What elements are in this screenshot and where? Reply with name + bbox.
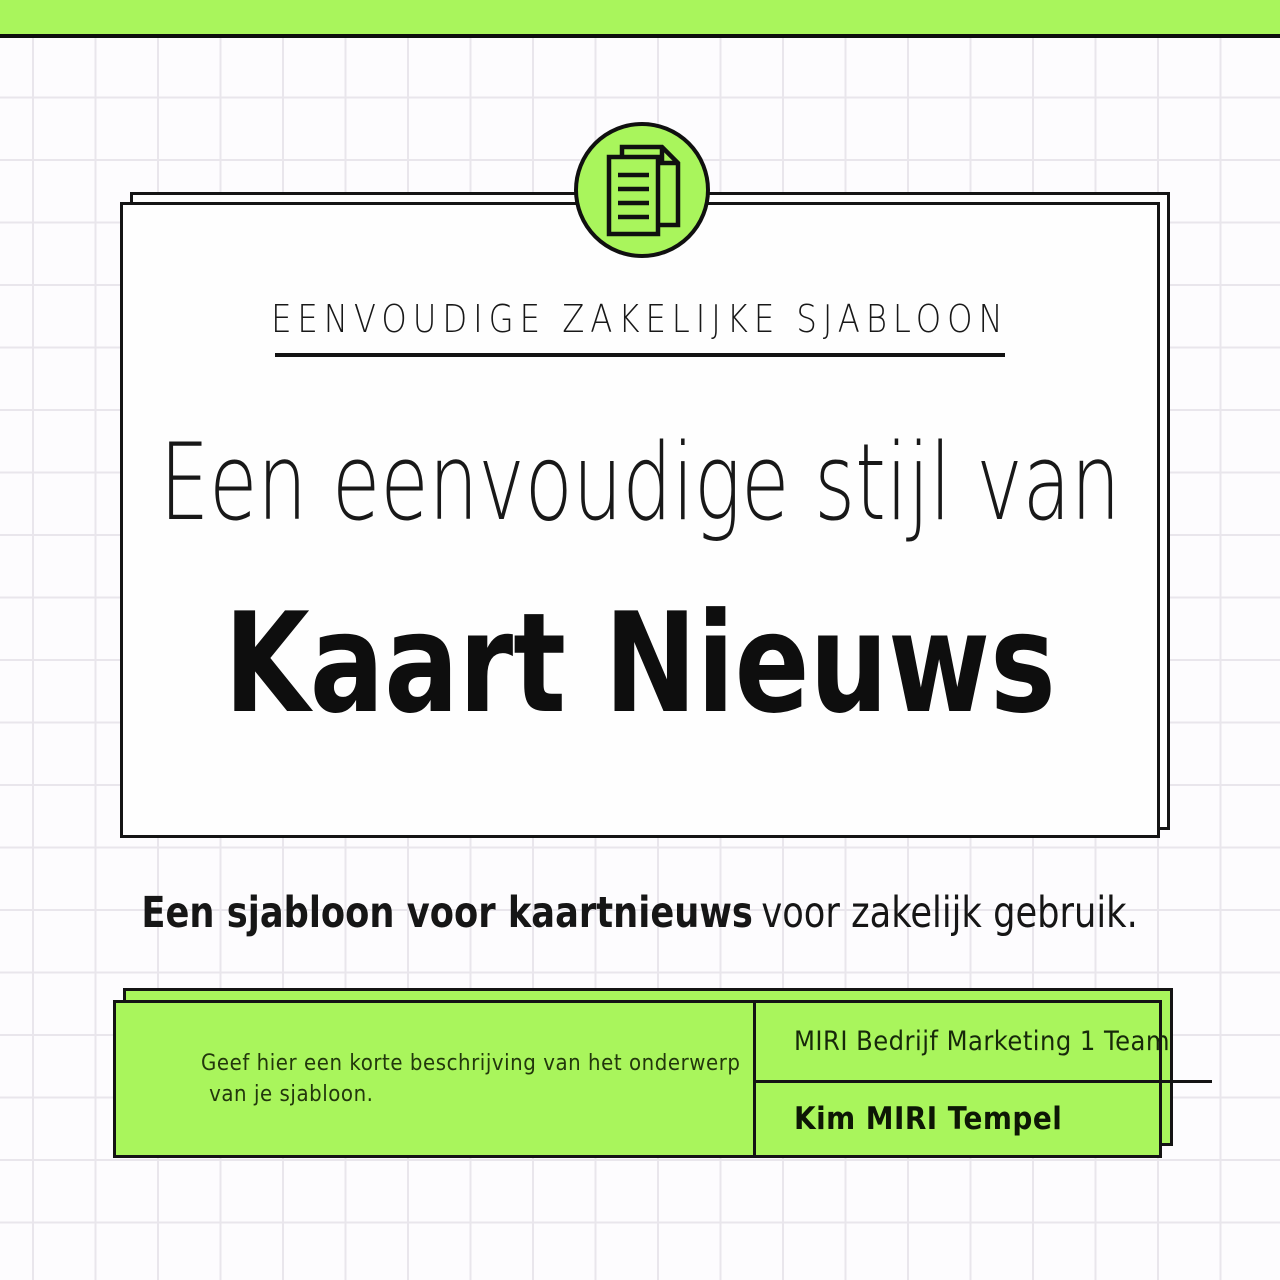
kicker-text [123,297,1157,341]
title-line-2: Kaart Nieuws [224,583,1056,744]
title-card [120,202,1160,838]
subtitle-regular: voor zakelijk gebruik. [761,888,1139,938]
kicker-underline [275,353,1005,357]
team-label: MIRI Bedrijf Marketing 1 Team [794,1026,1171,1057]
top-accent-bar [0,0,1280,38]
kicker-label: EENVOUDIGE ZAKELIJKE SJABLOON [271,297,1009,341]
description-line-2: van je sjabloon. [209,1082,374,1107]
author-label: Kim MIRI Tempel [794,1101,1063,1137]
footer-credits-column [756,1003,1212,1155]
footer-description-cell [116,1003,756,1155]
subtitle-bold: Een sjabloon voor kaartnieuws [141,888,754,938]
documents-badge [574,122,710,258]
title-line-1: Een eenvoudige stijl van [159,421,1121,544]
author-cell [756,1083,1212,1155]
subtitle [0,888,1280,938]
team-cell [756,1003,1212,1083]
description-line-1: Geef hier een korte beschrijving van het onderwerp [201,1050,741,1076]
footer-panel [113,1000,1171,1158]
